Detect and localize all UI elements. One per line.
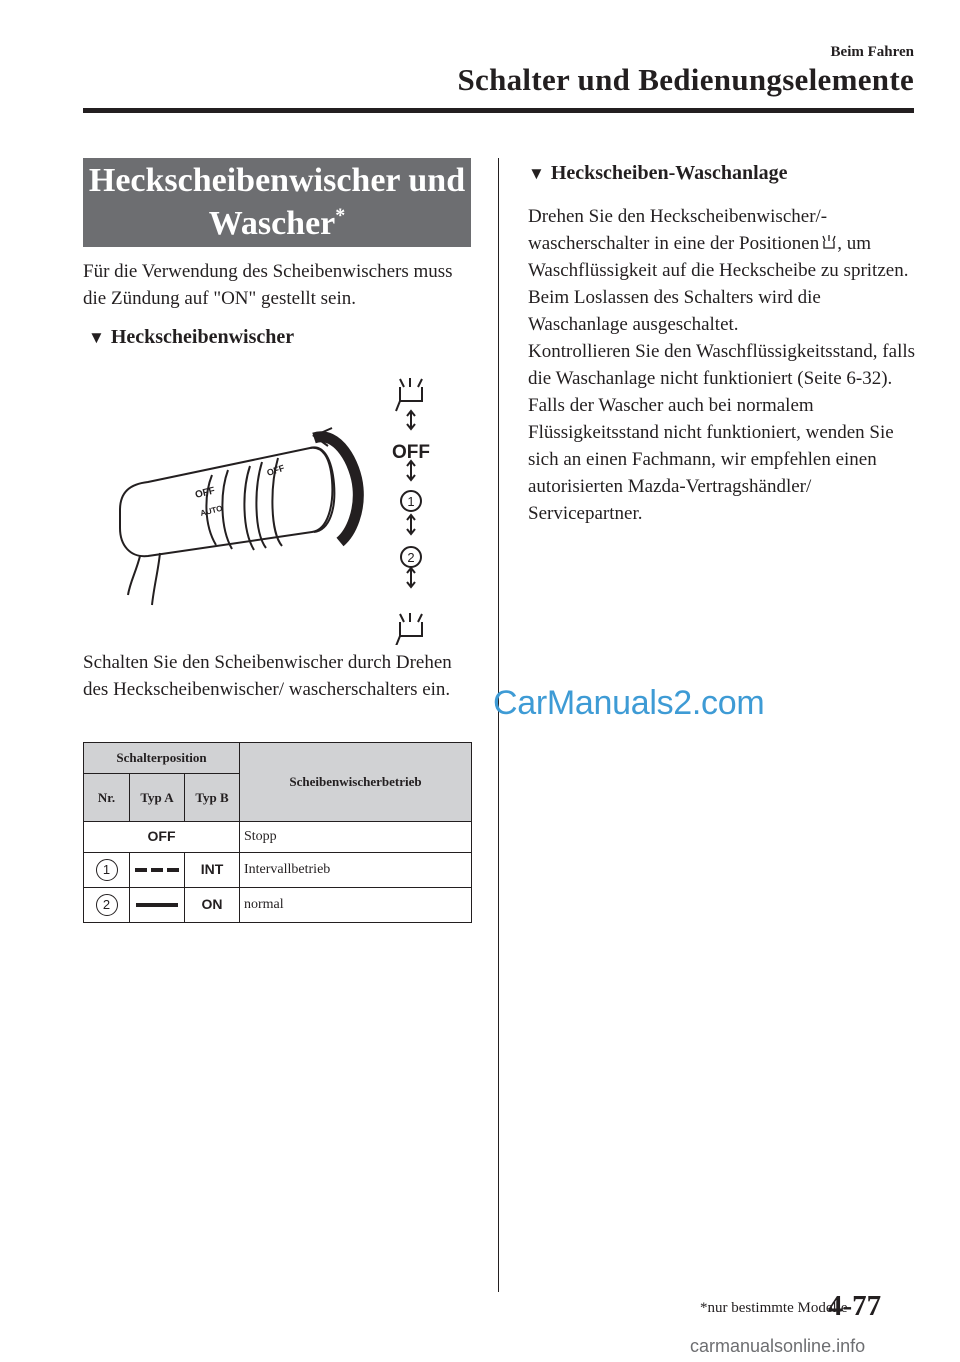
intermittent-symbol-icon xyxy=(130,853,185,888)
section-title-line1: Heckscheibenwischer und xyxy=(88,162,466,199)
table-header-typ-b: Typ B xyxy=(185,774,240,822)
site-watermark: carmanualsonline.info xyxy=(690,1336,866,1356)
table-cell-operation: normal xyxy=(240,888,472,923)
table-header-operation: Scheibenwischerbetrieb xyxy=(240,743,472,822)
stalk-body xyxy=(120,448,332,556)
washer-paragraph xyxy=(528,203,918,527)
table-cell-nr xyxy=(84,888,130,923)
circled-number-icon: 1 xyxy=(96,859,118,881)
intro-paragraph: Für die Verwendung des Scheibenwischers muss die Zündung auf "ON" gestellt sein. xyxy=(83,261,453,309)
washer-text-a: Drehen Sie den Heckscheibenwischer/-wascherschalter in eine der Positionen xyxy=(528,206,828,254)
table-cell-nr xyxy=(84,853,130,888)
subsection-heading-washer xyxy=(528,162,788,185)
stalk-off-text-rear: OFF xyxy=(265,462,286,478)
chapter-title: Schalter und Bedienungselemente xyxy=(457,62,914,97)
table-row xyxy=(84,822,472,853)
washer-instructions xyxy=(528,203,918,338)
table-cell-typ-b: INT xyxy=(200,861,224,877)
table-cell-operation: Stopp xyxy=(240,822,472,853)
position-off-label: OFF xyxy=(392,442,430,463)
table-header-nr: Nr. xyxy=(84,774,130,822)
section-title-line2 xyxy=(83,202,471,245)
table-cell-operation: Intervallbetrieb xyxy=(240,853,472,888)
table-row xyxy=(84,888,472,923)
table-cell-position xyxy=(84,822,240,853)
washer-symbol-icon xyxy=(821,233,837,251)
subsection-heading-wiper xyxy=(88,326,294,349)
header-rule xyxy=(83,108,914,113)
operation-paragraph: Schalten Sie den Scheibenwischer durch Drehen des Heckscheibenwischer/ wascherschalters ein. xyxy=(83,652,452,700)
running-section-label: Beim Fahren xyxy=(830,44,914,60)
table-cell-typ-b: ON xyxy=(201,896,223,912)
subsection-title: Heckscheibenwischer xyxy=(110,326,295,348)
table-header-typ-a: Typ A xyxy=(130,774,185,822)
circled-number-icon: 2 xyxy=(96,894,118,916)
stalk-auto-text: AUTO xyxy=(199,503,224,518)
column-divider xyxy=(498,158,499,1292)
triangle-marker-icon: ▼ xyxy=(528,164,545,183)
washer-symbol-icon-top xyxy=(396,378,422,411)
continuous-symbol-icon xyxy=(130,888,185,923)
section-title-box xyxy=(83,158,471,247)
footnote: *nur bestimmte Modelle xyxy=(700,1300,848,1316)
watermark: CarManuals2.com xyxy=(493,684,765,722)
washer-text-b: , um Waschflüssigkeit auf die Heckscheibe zu spritzen. Beim Loslassen des Schalters wird die Waschanlage ausgeschaltet. xyxy=(528,233,909,335)
table-cell-typ-b: OFF xyxy=(147,828,176,844)
subsection-title: Heckscheiben-Waschanlage xyxy=(550,162,788,184)
position-2-number: 2 xyxy=(407,550,415,565)
washer-check-paragraph: Kontrollieren Sie den Waschflüssigkeitsstand, falls die Waschanlage nicht funktioniert (Seite 6-32). Falls der Wascher auch bei normalem Flüssigkeitsstand nicht funktioniert, wenden Sie sich an einen Fachmann, wir empfehlen einen autorisierten Mazda-Vertragshändler/ Servicepartner. xyxy=(528,341,916,524)
washer-symbol-icon-bottom xyxy=(396,613,422,645)
table-header-position: Schalterposition xyxy=(84,743,240,774)
page-number: 4-77 xyxy=(828,1290,882,1322)
wiper-stalk-illustration xyxy=(100,360,460,645)
position-1-number: 1 xyxy=(407,494,415,509)
triangle-marker-icon: ▼ xyxy=(88,328,105,347)
optional-equipment-mark: * xyxy=(335,204,346,227)
section-title-word: Wascher xyxy=(208,205,336,242)
wiper-positions-table xyxy=(83,742,472,923)
stalk-off-text: OFF xyxy=(194,485,217,501)
table-row xyxy=(84,853,472,888)
